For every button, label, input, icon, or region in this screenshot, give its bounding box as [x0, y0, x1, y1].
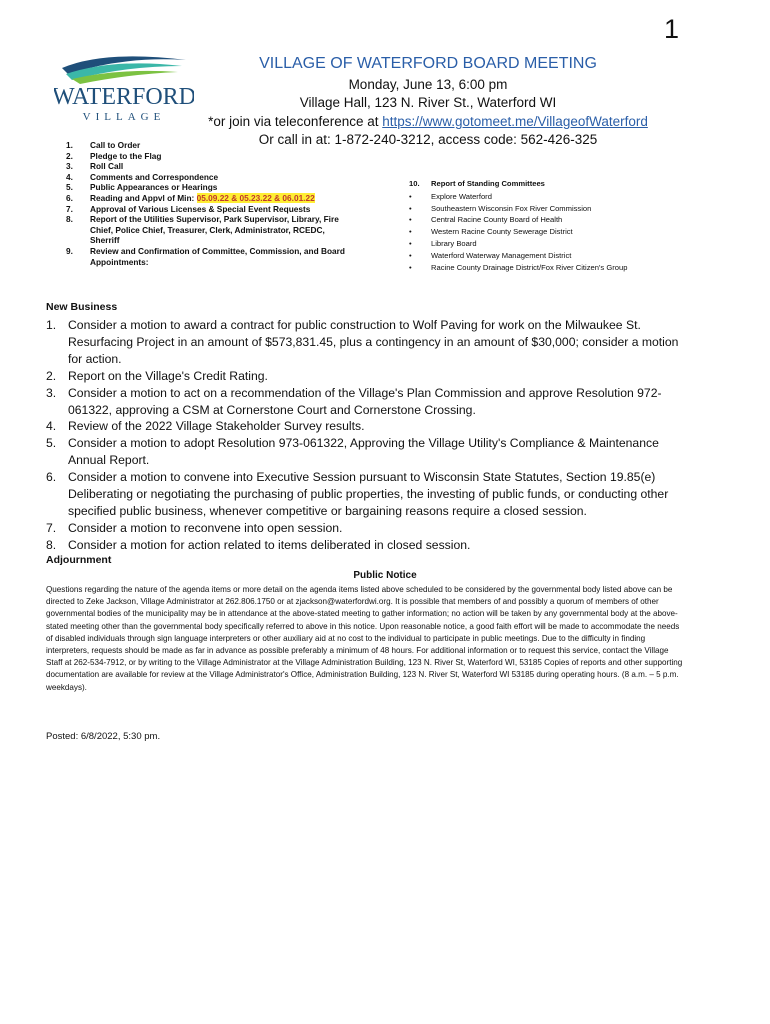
page-number: 1: [664, 14, 680, 44]
meeting-location: Village Hall, 123 N. River St., Waterford WI: [299, 95, 557, 110]
list-item: 6. Reading and Appvl of Min: 05.09.22 & 05.23.22 & 06.01.22: [66, 192, 315, 203]
standing-committees-heading: 10. Report of Standing Committees: [409, 179, 545, 188]
list-item: 1. Consider a motion to award a contract for public construction to Wolf Paving for work on the Milwaukee St. Resurfacing Project in an amount of $573,831.45, plus a contingency in an amount of $30,000; consider a motion for action.: [46, 318, 679, 366]
posted-date: Posted: 6/8/2022, 5:30 pm.: [46, 731, 161, 742]
list-item: 1. Call to Order: [66, 140, 141, 150]
list-item: 9. Review and Confirmation of Committee, Commission, and Board Appointments:: [66, 245, 345, 267]
list-item: 8. Report of the Utilities Supervisor, Park Supervisor, Library, Fire Chief, Police Chief, Treasurer, Clerk, Administrator, RCEDC, Sherriff: [66, 214, 339, 246]
adjournment-heading: Adjournment: [46, 554, 112, 566]
bullet-icon: •: [409, 191, 412, 201]
list-item: 2. Report on the Village's Credit Rating.: [46, 368, 268, 383]
meeting-date: Monday, June 13, 6:00 pm: [348, 77, 508, 92]
list-item: 8. Consider a motion for action related to items deliberated in closed session.: [46, 537, 471, 552]
list-item: • Racine County Drainage District/Fox River Citizen's Group: [409, 262, 628, 272]
list-item: 6. Consider a motion to convene into Executive Session pursuant to Wisconsin State Statutes, Section 19.85(e) Deliberating or negotiating the purchasing of public properties, the investing of public funds, or conducting other specified public business, whenever competitive or bargaining reasons require a closed session.: [46, 470, 669, 518]
list-item: 5. Public Appearances or Hearings: [66, 182, 218, 193]
logo-wordmark: WATERFORD: [54, 84, 194, 110]
meeting-title: VILLAGE OF WATERFORD BOARD MEETING: [259, 55, 597, 72]
bullet-icon: •: [409, 215, 412, 225]
list-item: • Central Racine County Board of Health: [409, 215, 563, 225]
standing-committees: [409, 178, 749, 273]
bullet-icon: •: [409, 238, 412, 248]
minutes-dates-highlight: 05.09.22 & 05.23.22 & 06.01.22: [196, 192, 315, 203]
agenda-left-list: [66, 140, 356, 267]
list-item: 4. Review of the 2022 Village Stakeholder Survey results.: [46, 419, 365, 434]
list-item: • Waterford Waterway Management District: [409, 250, 572, 260]
list-item: 2. Pledge to the Flag: [66, 150, 162, 161]
bullet-icon: •: [409, 262, 412, 272]
teleconference-link[interactable]: https://www.gotomeet.me/VillageofWaterford: [382, 114, 648, 129]
list-item: • Explore Waterford: [409, 191, 492, 201]
list-item: 3. Consider a motion to act on a recommendation of the Village's Plan Commission and approve Resolution 972-061322, approving a CSM at Cornerstone Court and Cornerstone Crossing.: [46, 385, 662, 417]
list-item: • Southeastern Wisconsin Fox River Commission: [409, 203, 592, 213]
teleconference-line: [158, 114, 698, 129]
public-notice-body: Questions regarding the nature of the agenda items or more detail on the agenda items listed above scheduled to be considered by the governmental body listed above can be directed to Zeke Jackson, Village Administrator at 262.806.1750 or at zjackson@waterfordwi.org. It is possible that members of and possibly a quorum of members of other governmental bodies of the municipality may be in attendance at the above-stated meeting to gather information; no action will be taken by any governmental body at the above-stated meeting other than the governmental body specifically referred to above in this notice. Upon reasonable notice, a good faith effort will be made to accommodate the needs of disabled individuals through sign language interpreters or other auxiliary aid at no cost to the individual to participate in public meetings. Due to the difficulty in finding interpreters, requests should be made as far in advance as possible preferably a minimum of 48 hours. For additional information or to request this service, contact the Village Staff at 262-534-7912, or by writing to the Village Administrator at the Village Administration Building, 123 N. River St, Waterford WI, 53185 Copies of reports and other supporting documentation are available for review at the Village Administrator's Office, Administration Building, 123 N. River St, Waterford WI 53185 during operating hours. (8 a.m. – 5 p.m. weekdays).: [46, 585, 683, 692]
new-business-list: [46, 317, 686, 554]
teleconference-prefix: *or join via teleconference at: [208, 114, 383, 129]
logo-subtitle: VILLAGE: [82, 111, 166, 123]
list-item: 5. Consider a motion to adopt Resolution 973-061322, Approving the Village Utility's Compliance & Maintenance Annual Report.: [46, 436, 659, 468]
bullet-icon: •: [409, 250, 412, 260]
list-item: 7. Approval of Various Licenses & Special Event Requests: [66, 203, 311, 214]
call-in-line: Or call in at: 1-872-240-3212, access code: 562-426-325: [258, 132, 598, 147]
list-item: 4. Comments and Correspondence: [66, 171, 219, 182]
bullet-icon: •: [409, 227, 412, 237]
bullet-icon: •: [409, 203, 412, 213]
new-business-heading: New Business: [46, 301, 118, 313]
public-notice-title: Public Notice: [353, 570, 417, 581]
list-item: • Library Board: [409, 238, 477, 248]
list-item: • Western Racine County Sewerage District: [409, 227, 573, 237]
list-item: 7. Consider a motion to reconvene into open session.: [46, 520, 343, 535]
list-item: 3. Roll Call: [66, 161, 124, 172]
